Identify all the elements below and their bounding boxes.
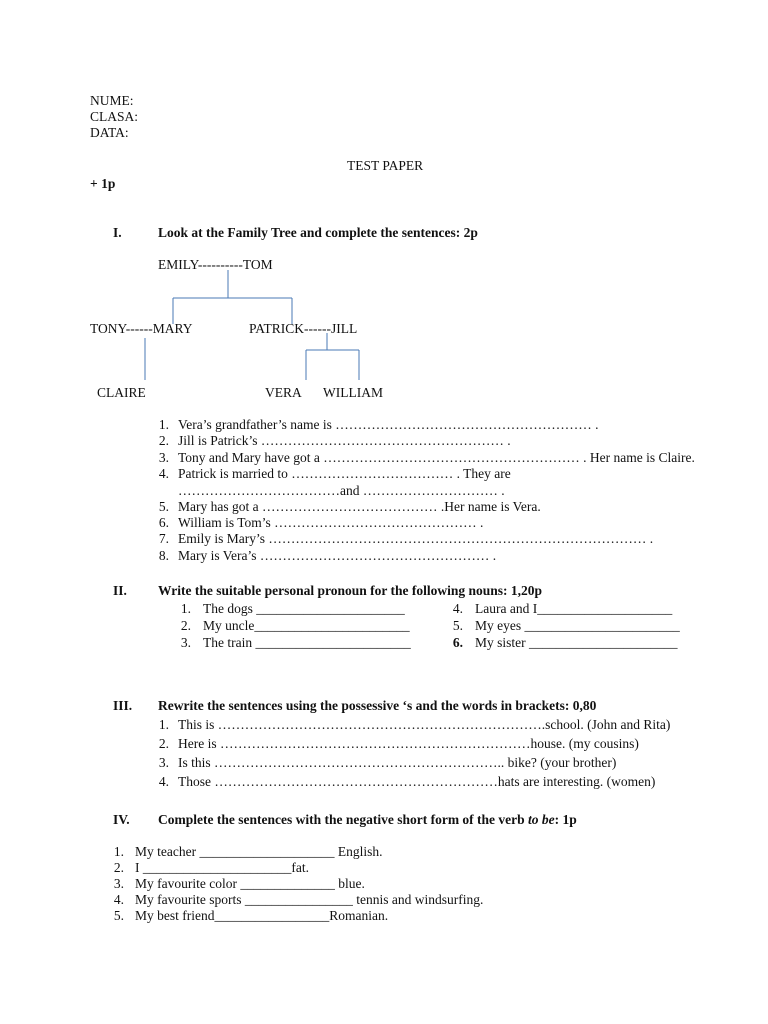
list-item: William is Tom’s ……………………………………… . (178, 515, 484, 530)
list-item-number: 1. (113, 844, 124, 859)
list-item-number: 3. (113, 876, 124, 891)
list-item: Mary has got a ………………………………… .Her name is Vera. (178, 499, 541, 514)
tree-couple-patrick-jill: PATRICK------JILL (249, 321, 358, 336)
list-item-number: 4. (158, 466, 169, 481)
list-item-number: 5. (452, 618, 463, 633)
tree-couple-tony-mary: TONY------MARY (90, 321, 193, 336)
list-item-number: 6. (158, 515, 169, 530)
list-item: My sister ______________________ (475, 635, 678, 650)
list-item: My uncle_______________________ (203, 618, 410, 633)
list-item: I ______________________fat. (135, 860, 309, 875)
tree-grandparents: EMILY----------TOM (158, 257, 273, 272)
list-item-number: 5. (158, 499, 169, 514)
list-item: My favourite color ______________ blue. (135, 876, 365, 891)
list-item-number: 1. (158, 717, 169, 732)
list-item-number: 3. (158, 755, 169, 770)
list-item-number: 3. (180, 635, 191, 650)
list-item: This is ……………………………………………………………….school. (John and Rita) (178, 717, 671, 732)
list-item-number: 2. (158, 736, 169, 751)
section-4-heading-text: Complete the sentences with the negative short form of the verb (158, 812, 529, 827)
section-3-heading: Rewrite the sentences using the possessive ‘s and the words in brackets: 0,80 (158, 698, 597, 713)
list-item-number: 2. (113, 860, 124, 875)
list-item: The dogs ______________________ (203, 601, 405, 616)
list-item-number: 6. (452, 635, 463, 650)
list-item: My teacher ____________________ English. (135, 844, 383, 859)
list-item: Tony and Mary have got a ………………………………………………… . Her name is Claire. (178, 450, 695, 465)
section-1-number: I. (113, 225, 122, 240)
section-4-number: IV. (113, 812, 130, 827)
section-4-heading-points: : 1p (554, 812, 577, 827)
section-4-heading (158, 812, 577, 828)
section-3-number: III. (113, 698, 133, 713)
list-item: Vera’s grandfather’s name is ………………………………………………… . (178, 417, 599, 432)
list-item-number: 5. (113, 908, 124, 923)
list-item: My best friend_________________Romanian. (135, 908, 389, 923)
tree-child-claire: CLAIRE (97, 385, 146, 400)
list-item-number: 3. (158, 450, 169, 465)
list-item: My favourite sports ________________ tennis and windsurfing. (135, 892, 484, 907)
data-label: DATA: (90, 125, 129, 140)
list-item-number: 4. (158, 774, 169, 789)
list-item-number: 2. (180, 618, 191, 633)
family-tree-lines (0, 0, 768, 420)
list-item-number: 4. (452, 601, 463, 616)
section-1-heading: Look at the Family Tree and complete the sentences: 2p (158, 225, 478, 240)
list-item-continuation: ………………………………and ………………………… . (178, 483, 505, 498)
page-title: TEST PAPER (347, 158, 424, 173)
list-item-number: 1. (158, 417, 169, 432)
bonus-points: + 1p (90, 176, 116, 191)
list-item: Emily is Mary’s ………………………………………………………………………… . (178, 531, 654, 546)
list-item-number: 4. (113, 892, 124, 907)
list-item: My eyes _______________________ (475, 618, 680, 633)
list-item: Patrick is married to ……………………………… . They are (178, 466, 511, 481)
list-item-number: 7. (158, 531, 169, 546)
list-item: Those ………………………………………………………hats are interesting. (women) (178, 774, 656, 789)
section-2-number: II. (113, 583, 127, 598)
list-item-number: 1. (180, 601, 191, 616)
section-4-heading-verb: to be (528, 812, 555, 827)
tree-child-william: WILLIAM (323, 385, 383, 400)
list-item: The train _______________________ (203, 635, 411, 650)
list-item-number: 2. (158, 433, 169, 448)
clasa-label: CLASA: (90, 109, 139, 124)
list-item-number: 8. (158, 548, 169, 563)
nume-label: NUME: (90, 93, 134, 108)
list-item: Jill is Patrick’s ……………………………………………… . (178, 433, 511, 448)
list-item: Mary is Vera’s …………………………………………… . (178, 548, 497, 563)
list-item: Is this ……………………………………………………….. bike? (your brother) (178, 755, 617, 770)
list-item: Laura and I____________________ (475, 601, 673, 616)
section-2-heading: Write the suitable personal pronoun for the following nouns: 1,20p (158, 583, 543, 598)
list-item: Here is ……………………………………………………………house. (my cousins) (178, 736, 639, 751)
tree-child-vera: VERA (265, 385, 302, 400)
